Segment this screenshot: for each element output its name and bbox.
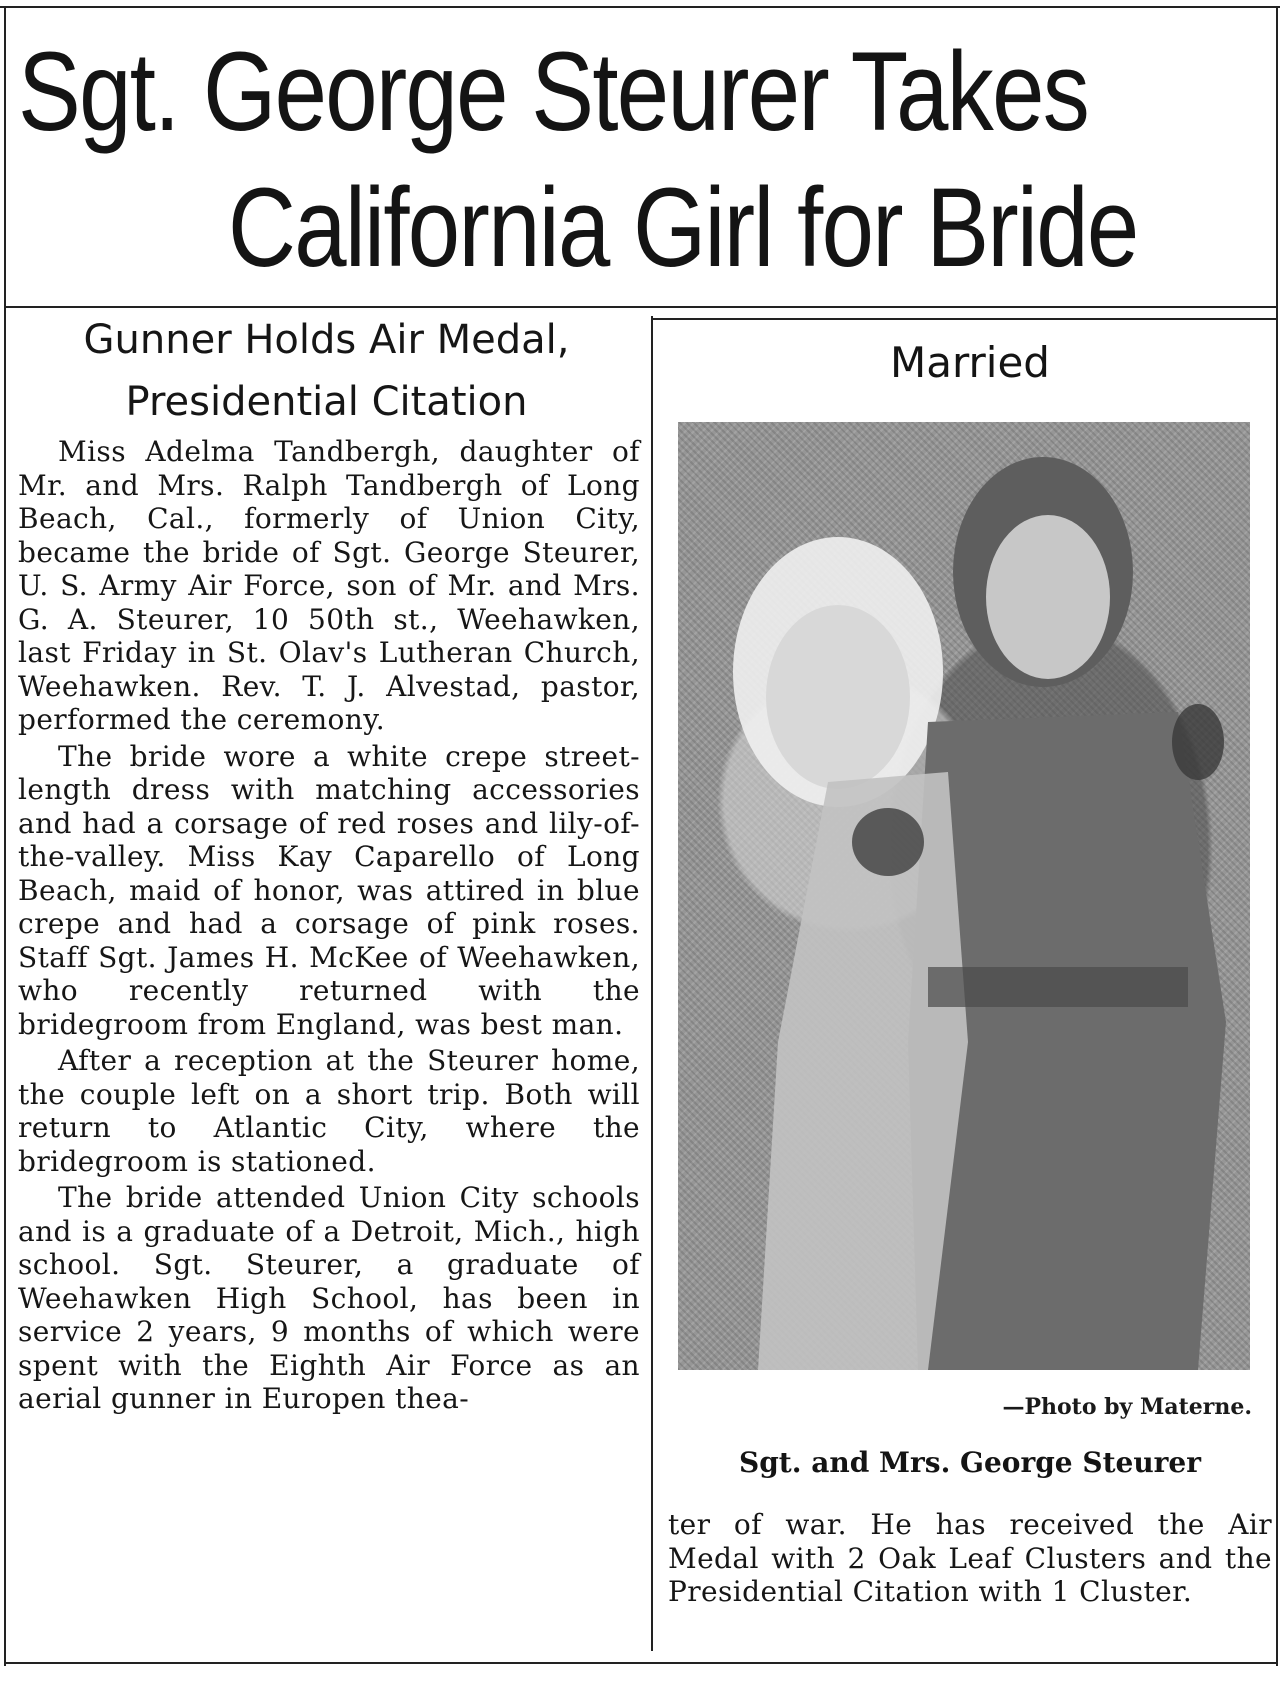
bottom-rule <box>6 1662 1276 1664</box>
photo-credit: —Photo by Materne. <box>1002 1394 1252 1420</box>
headline-line-1: Sgt. George Steurer Takes <box>18 29 1089 154</box>
subheadline-line-2: Presidential Citation <box>125 379 528 425</box>
article-continuation-text: ter of war. He has received the Air Medal with 2 Oak Leaf Clusters and the Presidential Citation with 1 Cluster. <box>668 1508 1272 1608</box>
column-divider <box>651 316 653 1651</box>
article-paragraph: The bride wore a white crepe street-length dress with matching accessories and had a corsage of red roses and lily-of-the-valley. Miss Kay Caparello of Long Beach, maid of honor, was attired in blue crepe and had a corsage of pink roses. Staff Sgt. James H. McKee of Weehawken, who recently returned with the bridegroom from England, was best man. <box>18 739 640 1041</box>
article-continuation <box>668 1508 1272 1609</box>
left-border <box>4 6 6 1666</box>
couple-photo <box>678 422 1250 1370</box>
photo-title: Married <box>890 338 1050 387</box>
couple-photo-illustration <box>678 422 1250 1370</box>
subheadline <box>14 309 639 433</box>
article-paragraph: After a reception at the Steurer home, the couple left on a short trip. Both will return to Atlantic City, where the bridegroom is stationed. <box>18 1044 640 1178</box>
headline-line-2: California Girl for Bride <box>228 165 1138 290</box>
photo-box-top-rule <box>651 318 1276 320</box>
article-paragraph: The bride attended Union City schools and is a graduate of a Detroit, Mich., high school. Sgt. Steurer, a graduate of Weehawken High School, has been in service 2 years, 9 months of which were spent with the Eighth Air Force as an aerial gunner in Europen thea- <box>18 1181 640 1415</box>
headline-rule <box>6 306 1276 308</box>
subheadline-line-1: Gunner Holds Air Medal, <box>83 317 570 363</box>
article-paragraph: Miss Adelma Tandbergh, daughter of Mr. and Mrs. Ralph Tandbergh of Long Beach, Cal., formerly of Union City, became the bride of Sgt. George Steurer, U. S. Army Air Force, son of Mr. and Mrs. G. A. Steurer, 10 50th st., Weehawken, last Friday in St. Olav's Lutheran Church, Weehawken. Rev. T. J. Alvestad, pastor, performed the ceremony. <box>18 435 640 736</box>
top-rule <box>0 6 1280 8</box>
photo-caption: Sgt. and Mrs. George Steurer <box>739 1446 1201 1479</box>
article-body <box>18 435 640 1419</box>
